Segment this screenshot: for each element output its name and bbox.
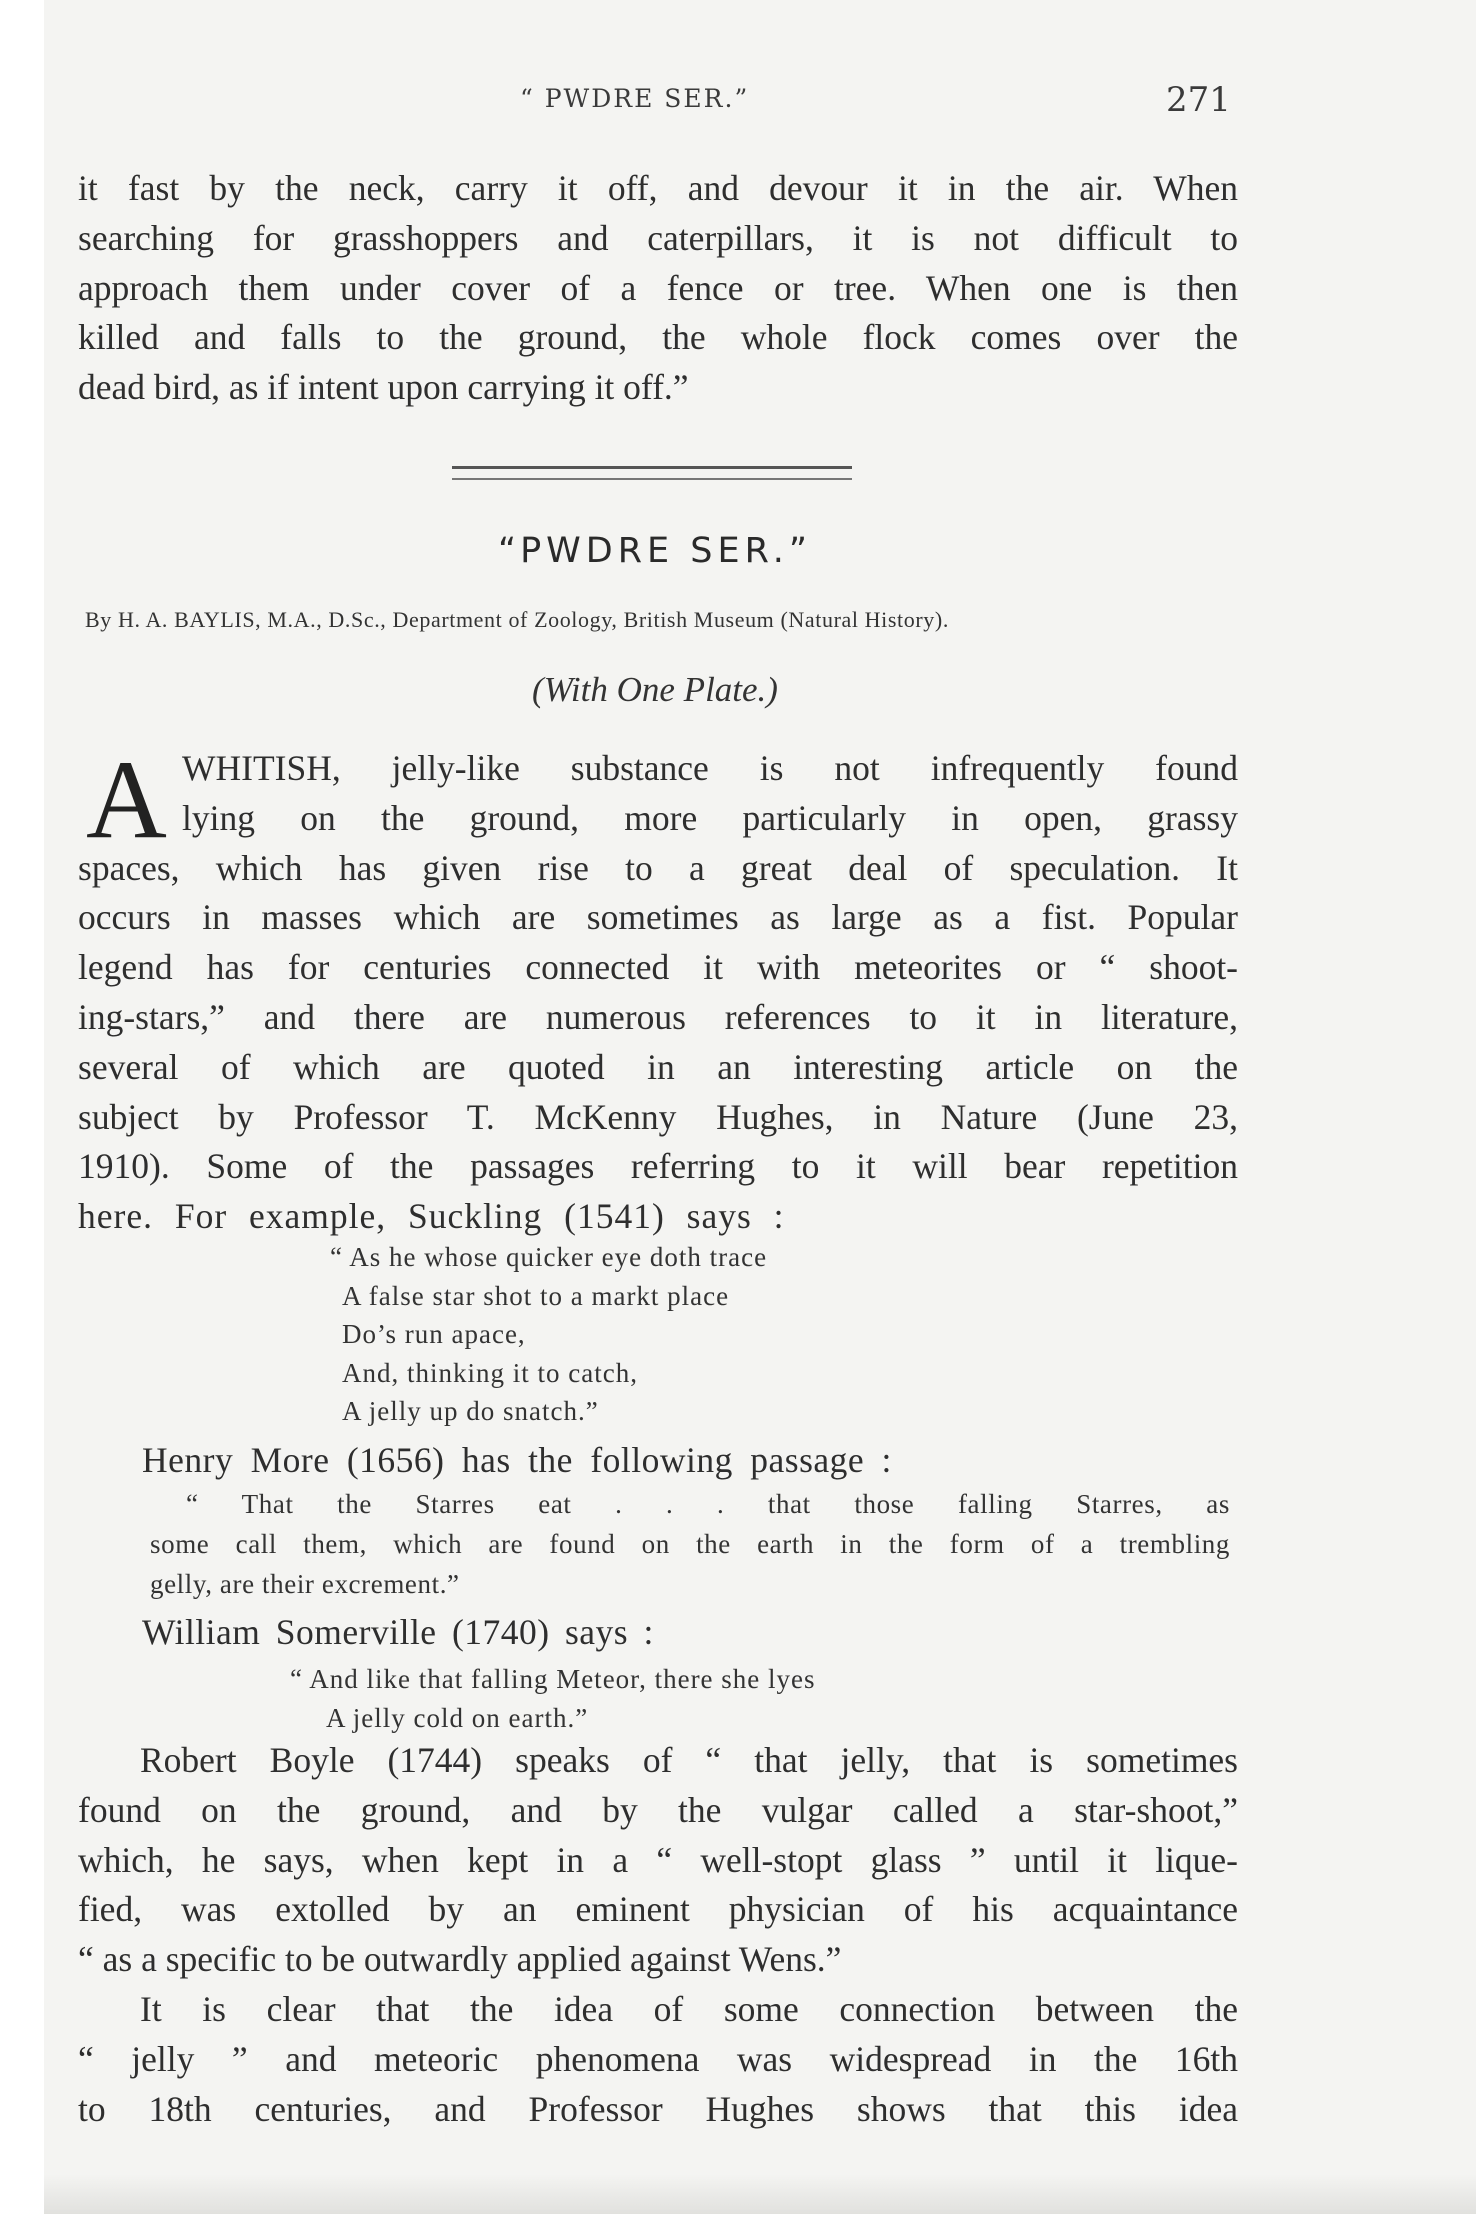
text-line: WHITISH, jelly-like substance is not infrequently found	[182, 748, 1238, 788]
verse-line: A jelly cold on earth.”	[326, 1702, 589, 1733]
text-line: found on the ground, and by the vulgar called a star-shoot,”	[78, 1789, 1238, 1830]
verse-line: “ As he whose quicker eye doth trace	[330, 1242, 768, 1272]
running-title: “ PWDRE SER.”	[520, 84, 750, 113]
text-line: to 18th centuries, and Professor Hughes shows that this idea	[78, 2088, 1238, 2129]
text-line: legend has for centuries connected it with meteorites or “ shoot-	[78, 947, 1238, 988]
text-line: here. For example, Suckling (1541) says :	[78, 1196, 785, 1237]
text-line: 1910). Some of the passages referring to it will bear repetition	[78, 1146, 1238, 1187]
plate-note	[0, 670, 1310, 710]
article-byline: By H. A. BAYLIS, M.A., D.Sc., Department of Zoology, British Museum (Natural History).	[85, 607, 949, 632]
text-line: It is clear that the idea of some connection between the	[140, 1989, 1238, 2029]
plate-note-text: (With One Plate.)	[532, 670, 778, 709]
quote-line: gelly, are their excrement.”	[150, 1569, 460, 1599]
text-line: Henry More (1656) has the following passage :	[142, 1440, 892, 1480]
suckling-verse	[330, 1238, 767, 1431]
article-title: “PWDRE SER.”	[498, 531, 812, 571]
text-line: killed and falls to the ground, the whole flock comes over the	[78, 317, 1238, 358]
final-paragraph	[78, 1985, 1238, 2134]
page-number: 271	[1166, 80, 1231, 120]
somerville-verse	[290, 1660, 816, 1737]
text-line: “ jelly ” and meteoric phenomena was widespread in the 16th	[78, 2038, 1238, 2079]
text-line: it fast by the neck, carry it off, and devour it in the air. When	[78, 168, 1238, 208]
text-line: several of which are quoted in an interesting article on the	[78, 1046, 1238, 1087]
text-line: subject by Professor T. McKenny Hughes, in Nature (June 23,	[78, 1096, 1238, 1137]
paragraph-1-dropcap-lines	[182, 744, 1238, 844]
verse-line: A false star shot to a markt place	[342, 1280, 730, 1311]
page-bottom-shadow	[44, 2174, 1476, 2214]
verse-line: A jelly up do snatch.”	[342, 1396, 599, 1426]
quote-line: some call them, which are found on the earth in the form of a trembling	[150, 1529, 1230, 1559]
text-line: ing-stars,” and there are numerous references to it in literature,	[78, 996, 1238, 1037]
somerville-intro	[142, 1608, 1142, 1658]
text-line: lying on the ground, more particularly in open, grassy	[182, 797, 1238, 838]
text-line: occurs in masses which are sometimes as large as a fist. Popular	[78, 897, 1238, 938]
boyle-paragraph	[78, 1736, 1238, 1985]
verse-line: Do’s run apace,	[342, 1319, 526, 1349]
text-line: fied, was extolled by an eminent physician of his acquaintance	[78, 1889, 1238, 1930]
paragraph-1	[78, 844, 1238, 1242]
page-margin-left	[0, 0, 44, 2214]
intro-paragraph	[78, 164, 1238, 413]
verse-line: And, thinking it to catch,	[342, 1357, 638, 1388]
text-line: William Somerville (1740) says :	[142, 1612, 654, 1652]
text-line: Robert Boyle (1744) speaks of “ that jelly, that is sometimes	[140, 1740, 1238, 1780]
drop-cap: A	[86, 738, 167, 862]
text-line: spaces, which has given rise to a great deal of speculation. It	[78, 847, 1238, 888]
section-divider	[452, 466, 852, 480]
text-line: approach them under cover of a fence or tree. When one is then	[78, 267, 1238, 308]
quote-line: “ That the Starres eat . . . that those falling Starres, as	[186, 1489, 1230, 1519]
text-line: dead bird, as if intent upon carrying it off.”	[78, 367, 689, 408]
text-line: searching for grasshoppers and caterpillars, it is not difficult to	[78, 217, 1238, 258]
verse-line: “ And like that falling Meteor, there she lyes	[290, 1664, 816, 1694]
text-line: “ as a specific to be outwardly applied against Wens.”	[78, 1939, 842, 1980]
text-line: which, he says, when kept in a “ well-stopt glass ” until it lique-	[78, 1839, 1238, 1880]
more-quote	[150, 1484, 1230, 1604]
more-intro	[142, 1436, 1142, 1486]
